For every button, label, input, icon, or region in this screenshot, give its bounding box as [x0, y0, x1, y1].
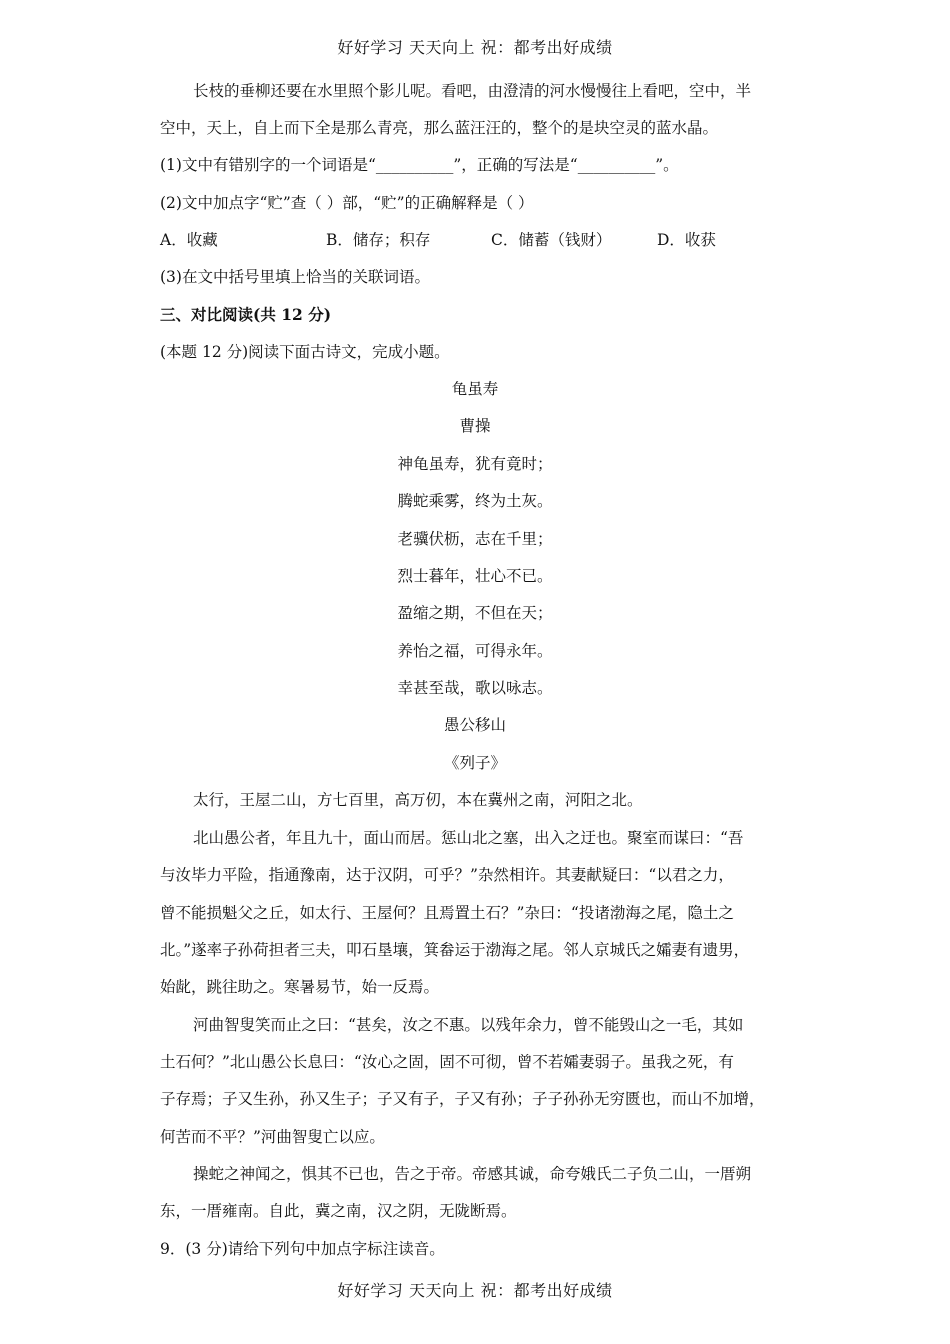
option-a: A．收藏: [160, 231, 218, 249]
poem-line: 腾蛇乘雾，终为土灰。: [397, 492, 553, 510]
poem-author: 曹操: [459, 417, 491, 435]
prose-line: 太行，王屋二山，方七百里，高万仞，本在冀州之南，河阳之北。: [193, 791, 643, 809]
poem-line: 养怡之福，可得永年。: [397, 642, 553, 660]
prose-source: 《列子》: [443, 754, 506, 772]
prose-line: 操蛇之神闻之，惧其不已也，告之于帝。帝感其诚，命夸娥氏二子负二山，一厝朔: [193, 1165, 752, 1183]
section-3-title: 三、对比阅读(共 12 分): [160, 305, 332, 324]
option-b: B．储存；积存: [326, 231, 431, 249]
poem-line: 烈士暮年，壮心不已。: [397, 567, 553, 585]
prose-line: 何苦而不平？”河曲智叟亡以应。: [160, 1128, 385, 1146]
passage-line-1: 长枝的垂柳还要在水里照个影儿呢。看吧，由澄清的河水慢慢往上看吧，空中，半: [193, 82, 752, 100]
option-c: C．储蓄（钱财）: [491, 231, 612, 249]
question-9: 9．(3 分)请给下列句中加点字标注读音。: [160, 1240, 445, 1258]
question-3: (3)在文中括号里填上恰当的关联词语。: [160, 268, 430, 286]
prose-line: 东，一厝雍南。自此，冀之南，汉之阴，无陇断焉。: [160, 1202, 517, 1220]
page-header: 好好学习 天天向上 祝：都考出好成绩: [337, 38, 613, 57]
prose-line: 土石何？”北山愚公长息曰：“汝心之固，固不可彻，曾不若孀妻弱子。虽我之死，有: [160, 1053, 734, 1071]
prose-line: 河曲智叟笑而止之曰：“甚矣，汝之不惠。以残年余力，曾不能毁山之一毛，其如: [193, 1016, 744, 1034]
prose-line: 始龀，跳往助之。寒暑易节，始一反焉。: [160, 978, 440, 996]
poem-title: 龟虽寿: [451, 380, 499, 398]
passage-line-2: 空中，天上，自上而下全是那么青亮，那么蓝汪汪的，整个的是块空灵的蓝水晶。: [160, 119, 719, 137]
page-footer: 好好学习 天天向上 祝：都考出好成绩: [337, 1281, 613, 1300]
prose-line: 曾不能损魁父之丘，如太行、王屋何？且焉置土石？”杂曰：“投诸渤海之尾，隐土之: [160, 904, 734, 922]
question-2: (2)文中加点字“贮”查（ ）部，“贮”的正确解释是（ ）: [160, 194, 534, 212]
poem-line: 老骥伏枥，志在千里；: [397, 530, 553, 548]
poem-line: 幸甚至哉，歌以咏志。: [397, 679, 553, 697]
poem-line: 盈缩之期，不但在天；: [397, 604, 553, 622]
prose-line: 北。”遂率子孙荷担者三夫，叩石垦壤，箕畚运于渤海之尾。邻人京城氏之孀妻有遗男，: [160, 941, 750, 959]
prose-line: 与汝毕力平险，指通豫南，达于汉阴，可乎？”杂然相许。其妻献疑曰：“以君之力，: [160, 866, 734, 884]
section-3-intro: (本题 12 分)阅读下面古诗文，完成小题。: [160, 343, 450, 361]
prose-line: 子存焉；子又生孙，孙又生子；子又有子，子又有孙；子子孙孙无穷匮也，而山不加增，: [160, 1090, 765, 1108]
option-d: D．收获: [657, 231, 716, 249]
poem-line: 神龟虽寿，犹有竟时；: [397, 455, 553, 473]
question-1: (1)文中有错别字的一个词语是“__________”，正确的写法是“__________”。: [160, 156, 679, 174]
prose-line: 北山愚公者，年且九十，面山而居。惩山北之塞，出入之迂也。聚室而谋曰：“吾: [193, 829, 744, 847]
prose-title: 愚公移山: [443, 716, 506, 734]
